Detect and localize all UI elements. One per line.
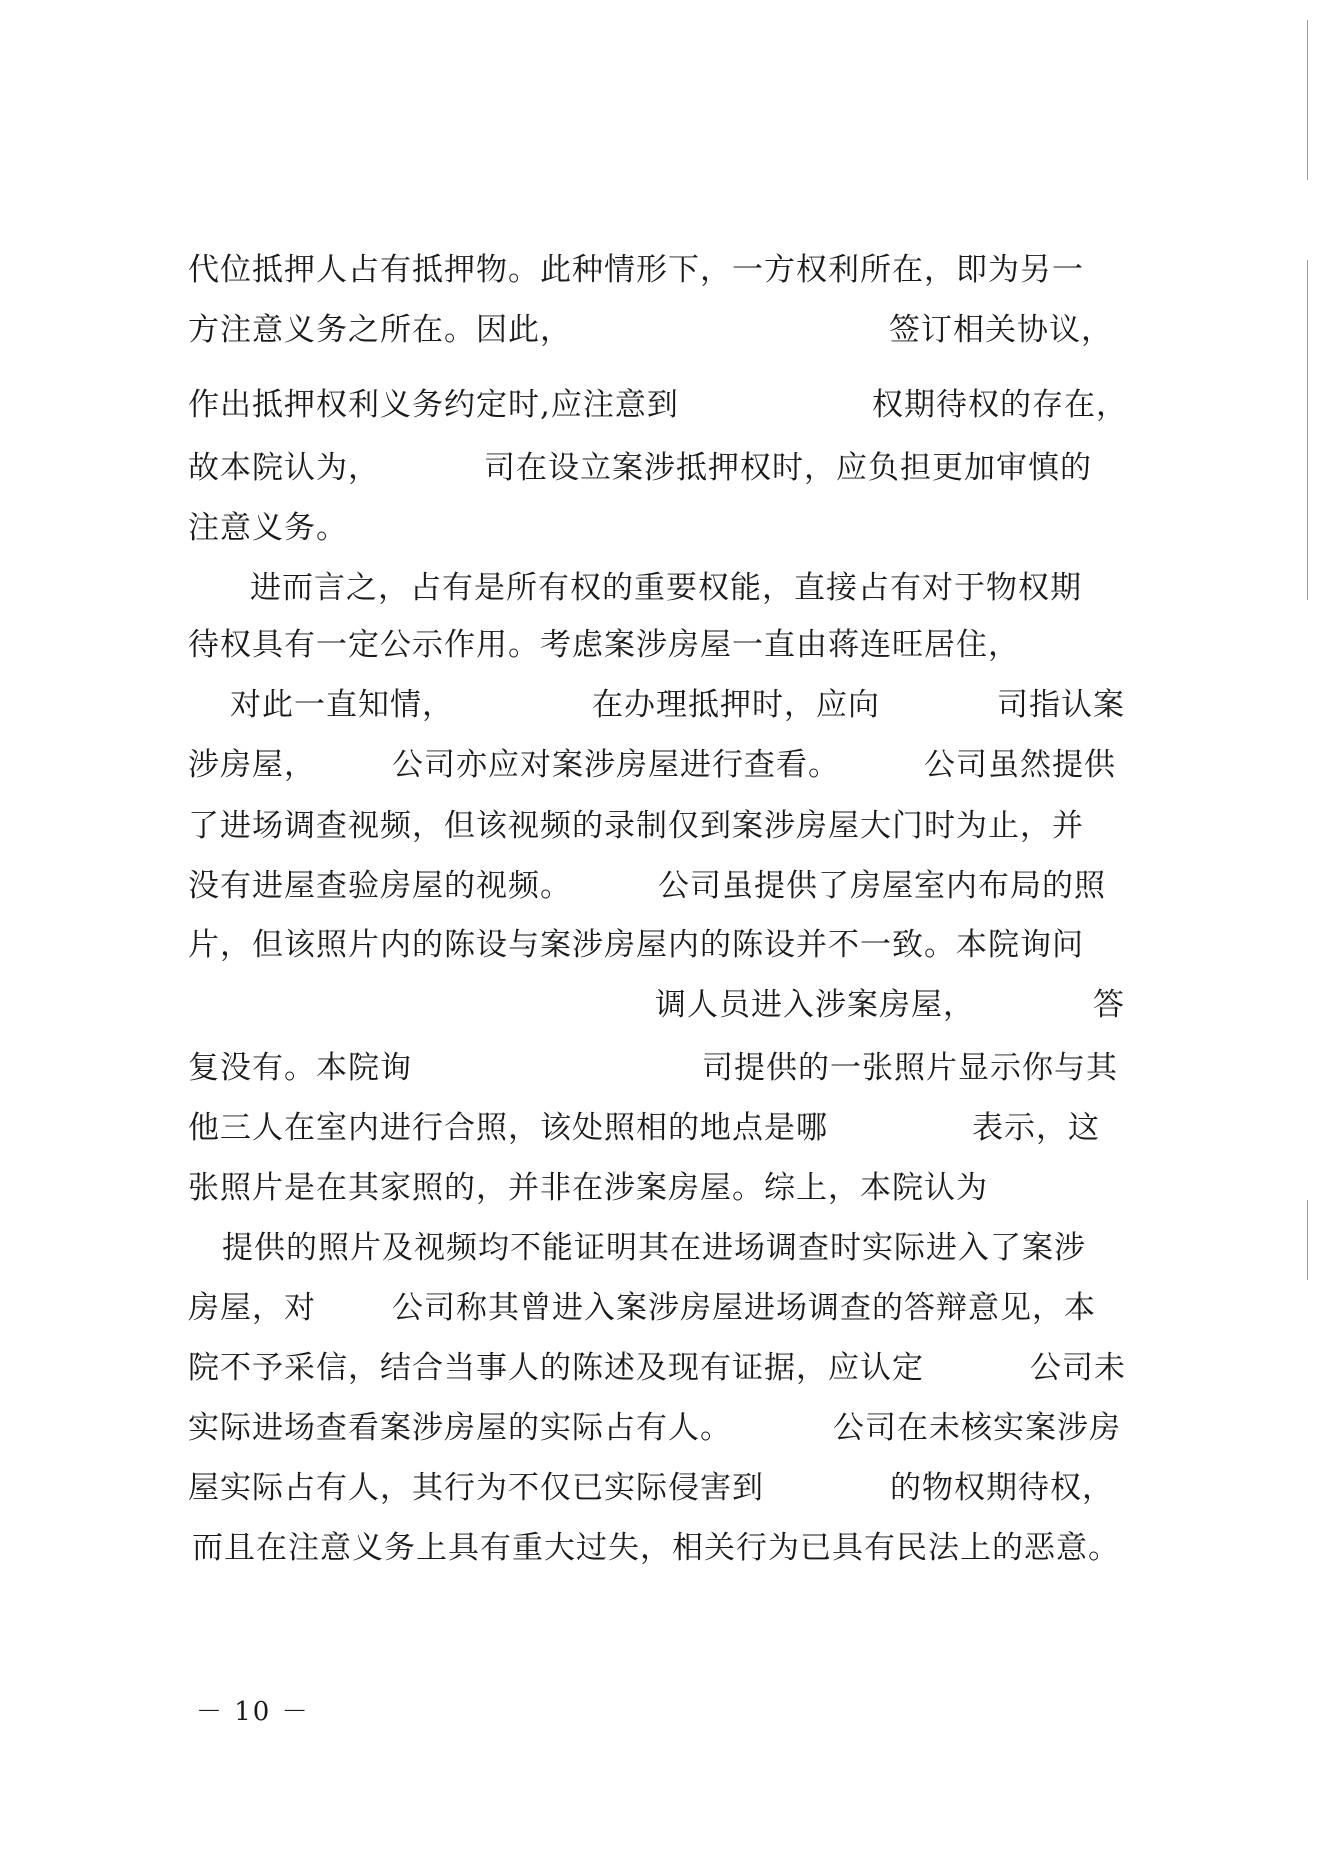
text-segment: 表示，这 bbox=[972, 1110, 1100, 1146]
text-segment: 故本院认为， bbox=[188, 450, 380, 486]
text-segment: 进而言之，占有是所有权的重要权能，直接占有对于物权期 bbox=[250, 570, 1082, 606]
text-line-14 bbox=[0, 1048, 1118, 1088]
text-segment: 涉房屋， bbox=[188, 747, 316, 783]
text-segment: 权期待权的存在， bbox=[872, 387, 1128, 423]
text-line-20 bbox=[0, 1408, 1121, 1448]
text-line-21 bbox=[0, 1468, 1114, 1508]
text-segment: 答 bbox=[1093, 987, 1125, 1023]
scan-edge-mark bbox=[1307, 1200, 1308, 1280]
text-segment: 片，但该照片内的陈设与案涉房屋内的陈设并不一致。本院询问 bbox=[188, 927, 1084, 963]
scan-edge-mark bbox=[1307, 260, 1308, 600]
text-segment: 司在设立案涉抵押权时，应负担更加审慎的 bbox=[484, 450, 1092, 486]
text-line-19 bbox=[0, 1348, 1126, 1388]
text-segment: 房屋，对 bbox=[188, 1290, 316, 1326]
text-segment: 屋实际占有人，其行为不仅已实际侵害到 bbox=[188, 1470, 764, 1506]
text-segment: 司提供的一张照片显示你与其 bbox=[702, 1050, 1118, 1086]
text-segment: 提供的照片及视频均不能证明其在进场调查时实际进入了案涉 bbox=[222, 1230, 1086, 1266]
text-line-16 bbox=[0, 1168, 988, 1208]
text-segment: 张照片是在其家照的，并非在涉案房屋。综上，本院认为 bbox=[188, 1170, 988, 1206]
text-segment: 代位抵押人占有抵押物。此种情形下，一方权利所在，即为另一 bbox=[188, 252, 1084, 288]
text-segment: 公司亦应对案涉房屋进行查看。 bbox=[392, 747, 840, 783]
text-segment: 的物权期待权， bbox=[890, 1470, 1114, 1506]
text-line-17 bbox=[0, 1228, 1086, 1268]
text-segment: 待权具有一定公示作用。考虑案涉房屋一直由蒋连旺居住， bbox=[188, 627, 1020, 663]
text-segment: 作出抵押权利义务约定时,应注意到 bbox=[188, 387, 679, 423]
text-segment: 公司在未核实案涉房 bbox=[833, 1410, 1121, 1446]
text-segment: 复没有。本院询 bbox=[188, 1050, 412, 1086]
text-segment: 而且在注意义务上具有重大过失，相关行为已具有民法上的恶意。 bbox=[192, 1530, 1120, 1566]
text-line-12 bbox=[0, 925, 1084, 965]
text-segment: 方注意义务之所在。因此， bbox=[188, 312, 572, 348]
text-segment: 公司称其曾进入案涉房屋进场调查的答辩意见，本 bbox=[392, 1290, 1096, 1326]
text-line-15 bbox=[0, 1108, 1100, 1148]
text-segment: 实际进场查看案涉房屋的实际占有人。 bbox=[188, 1410, 732, 1446]
page-number: － 10 － bbox=[196, 1697, 310, 1727]
text-segment: 注意义务。 bbox=[188, 510, 348, 546]
text-segment: 没有进屋查验房屋的视频。 bbox=[188, 868, 572, 904]
text-segment: 公司未 bbox=[1030, 1350, 1126, 1386]
text-segment: 调人员进入涉案房屋， bbox=[655, 987, 975, 1023]
text-line-13 bbox=[0, 985, 1125, 1025]
scan-edge-mark bbox=[1307, 20, 1308, 180]
text-line-22 bbox=[0, 1528, 1120, 1568]
text-line-10 bbox=[0, 806, 1084, 846]
text-line-11 bbox=[0, 866, 1106, 906]
text-segment: 公司虽提供了房屋室内布局的照 bbox=[658, 868, 1106, 904]
text-segment: 了进场调查视频，但该视频的录制仅到案涉房屋大门时为止，并 bbox=[188, 808, 1084, 844]
text-line-3 bbox=[0, 385, 1128, 425]
text-line-1 bbox=[0, 250, 1084, 290]
text-line-7 bbox=[0, 625, 1020, 665]
text-line-9 bbox=[0, 745, 1116, 785]
text-segment: 公司虽然提供 bbox=[924, 747, 1116, 783]
text-segment: 司指认案 bbox=[997, 687, 1125, 723]
text-segment: 他三人在室内进行合照，该处照相的地点是哪 bbox=[188, 1110, 828, 1146]
text-line-18 bbox=[0, 1288, 1096, 1328]
text-segment: 院不予采信，结合当事人的陈述及现有证据，应认定 bbox=[188, 1350, 924, 1386]
text-segment: 签订相关协议， bbox=[889, 312, 1113, 348]
text-line-8 bbox=[0, 685, 1125, 725]
text-line-2 bbox=[0, 310, 1113, 350]
text-segment: 在办理抵押时，应向 bbox=[592, 687, 880, 723]
text-line-6 bbox=[0, 568, 1082, 608]
text-line-5 bbox=[0, 508, 348, 548]
text-segment: 对此一直知情， bbox=[230, 687, 454, 723]
text-line-4 bbox=[0, 448, 1092, 488]
